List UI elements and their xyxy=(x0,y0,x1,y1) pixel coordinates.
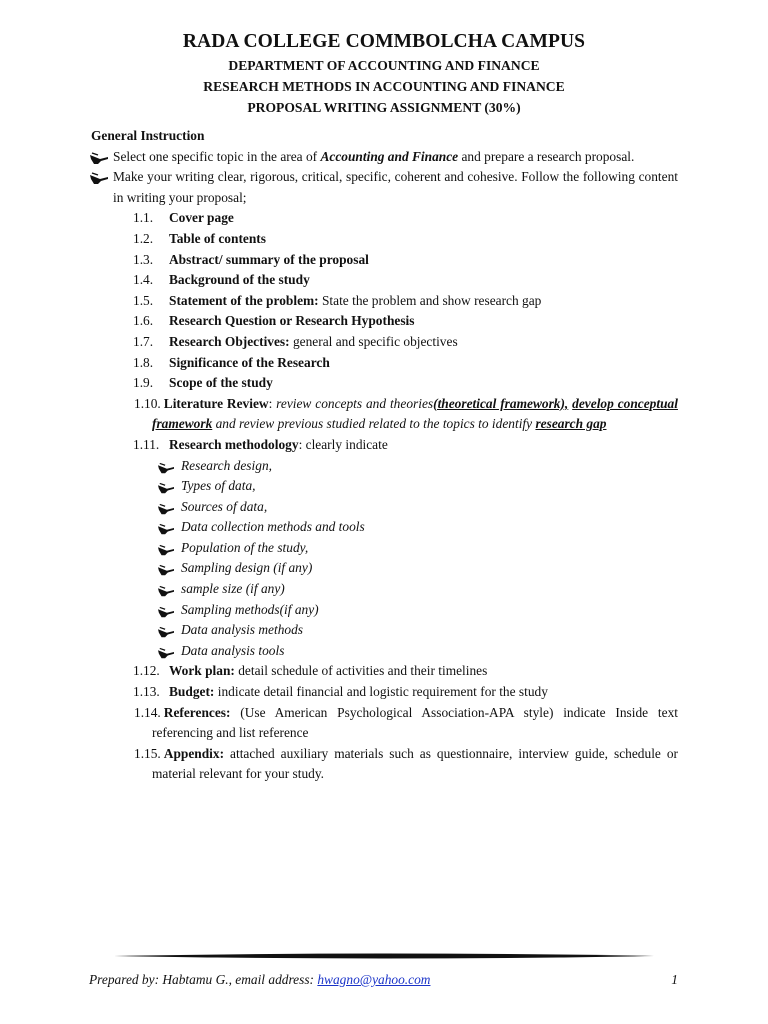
list-item: 1.6. Research Question or Research Hypothesis xyxy=(133,313,415,329)
methodology-subitem: Research design, xyxy=(89,456,678,477)
instruction-bullet: Make your writing clear, rigorous, critical, specific, coherent and cohesive. Follow the following content in writing your proposal; xyxy=(89,167,678,208)
list-item: 1.11. Research methodology: clearly indicate xyxy=(133,436,388,452)
methodology-subitem: Data analysis methods xyxy=(89,620,678,641)
methodology-subitem: sample size (if any) xyxy=(89,579,678,600)
pointing-hand-icon xyxy=(89,167,109,187)
list-item: 1.12. Work plan: detail schedule of activities and their timelines xyxy=(133,663,488,679)
list-item: 1.13. Budget: indicate detail financial and logistic requirement for the study xyxy=(133,684,548,700)
section-heading: General Instruction xyxy=(91,128,205,143)
list-item: 1.9. Scope of the study xyxy=(133,375,273,391)
methodology-subitem: Sources of data, xyxy=(89,497,678,518)
page-number: 1 xyxy=(671,972,678,987)
pointing-hand-icon xyxy=(157,561,175,577)
department-title: DEPARTMENT OF ACCOUNTING AND FINANCE xyxy=(228,58,540,73)
pointing-hand-icon xyxy=(157,623,175,639)
list-item: 1.2. Table of contents xyxy=(133,230,266,246)
list-item: 1.4. Background of the study xyxy=(133,272,310,288)
pointing-hand-icon xyxy=(157,541,175,557)
list-item: 1.8. Significance of the Research xyxy=(133,354,330,370)
list-item-literature-review: 1.10. Literature Review: review concepts and theories(theoretical framework), develop conceptual framework and review previous studied related to the topics to identify research gap xyxy=(134,395,678,432)
list-item: 1.15. Appendix: attached auxiliary materials such as questionnaire, interview guide, schedule or material relevant for your study. xyxy=(134,745,678,782)
footer-divider xyxy=(114,952,654,960)
footer-prepared-by: Prepared by: Habtamu G., email address: xyxy=(89,972,318,987)
methodology-subitem: Data analysis tools xyxy=(89,641,678,662)
page-footer xyxy=(89,970,678,991)
methodology-subitem: Population of the study, xyxy=(89,538,678,559)
pointing-hand-icon xyxy=(89,147,109,167)
pointing-hand-icon xyxy=(157,500,175,516)
pointing-hand-icon xyxy=(157,644,175,660)
list-item: 1.5. Statement of the problem: State the problem and show research gap xyxy=(133,292,542,308)
list-item: 1.1. Cover page xyxy=(133,210,234,226)
pointing-hand-icon xyxy=(157,520,175,536)
methodology-subitem: Sampling methods(if any) xyxy=(89,600,678,621)
list-item: 1.14. References: (Use American Psychological Association-APA style) indicate Inside text referencing and list reference xyxy=(134,704,678,741)
pointing-hand-icon xyxy=(157,459,175,475)
pointing-hand-icon xyxy=(157,603,175,619)
college-title: RADA COLLEGE COMMBOLCHA CAMPUS xyxy=(182,31,586,52)
pointing-hand-icon xyxy=(157,582,175,598)
list-item: 1.3. Abstract/ summary of the proposal xyxy=(133,251,369,267)
methodology-subitem: Types of data, xyxy=(89,476,678,497)
instruction-bullet: Select one specific topic in the area of Accounting and Finance and prepare a research proposal. xyxy=(89,147,678,168)
methodology-subitem: Data collection methods and tools xyxy=(89,517,678,538)
assignment-title: PROPOSAL WRITING ASSIGNMENT (30%) xyxy=(247,100,521,115)
methodology-subitem: Sampling design (if any) xyxy=(89,558,678,579)
instructions-body xyxy=(89,126,678,785)
email-link[interactable]: hwagno@yahoo.com xyxy=(317,972,431,987)
pointing-hand-icon xyxy=(157,479,175,495)
list-item: 1.7. Research Objectives: general and specific objectives xyxy=(133,333,458,349)
course-title: RESEARCH METHODS IN ACCOUNTING AND FINANCE xyxy=(203,79,565,94)
